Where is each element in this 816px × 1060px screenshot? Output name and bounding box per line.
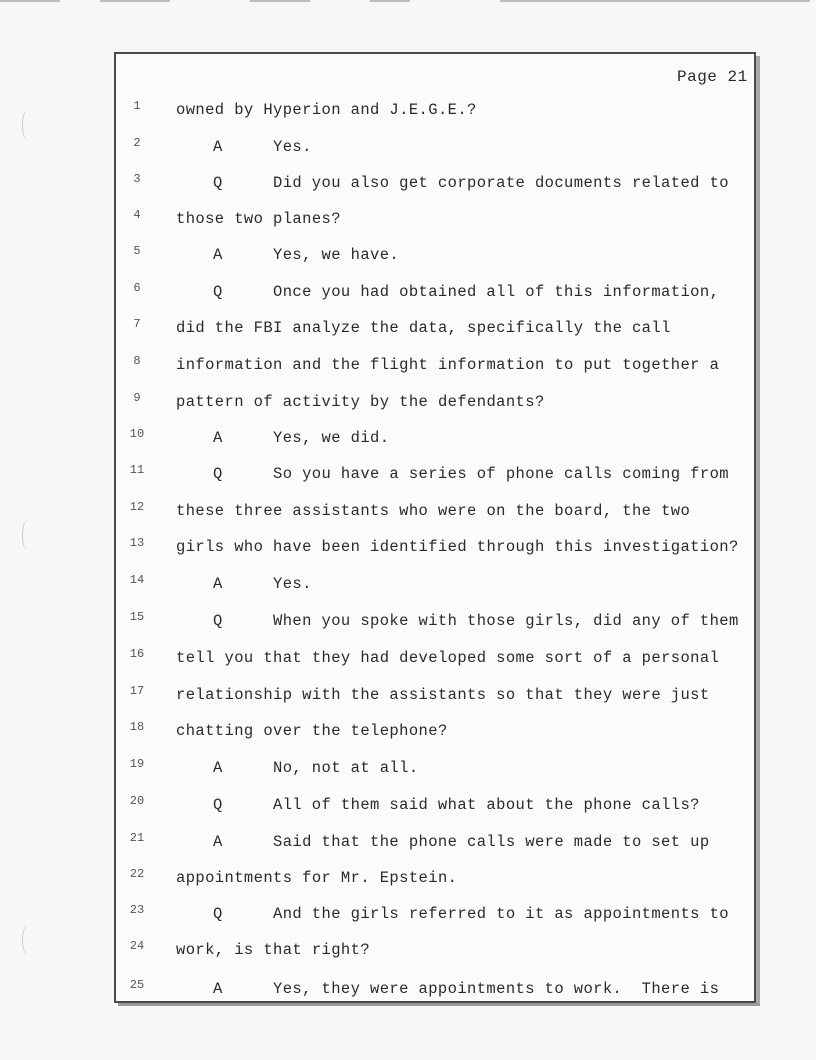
line-text: And the girls referred to it as appointments to: [273, 905, 729, 923]
line-text: All of them said what about the phone calls?: [273, 796, 700, 814]
line-number: 14: [129, 573, 145, 587]
line-number: 2: [133, 136, 141, 150]
transcript-line: [0, 869, 816, 893]
line-text: Yes, we have.: [273, 246, 400, 264]
line-text: Did you also get corporate documents related to: [273, 174, 729, 192]
line-number: 12: [129, 500, 145, 514]
line-text: these three assistants who were on the board, the two: [176, 502, 691, 520]
line-number: 6: [133, 281, 141, 295]
speaker-label: A: [213, 246, 223, 264]
line-text: work, is that right?: [176, 941, 371, 959]
line-text: tell you that they had developed some sort of a personal: [176, 649, 720, 667]
line-number: 5: [133, 244, 141, 258]
line-text: relationship with the assistants so that they were just: [176, 686, 710, 704]
transcript-line: [0, 796, 816, 820]
line-number: 21: [129, 831, 145, 845]
speaker-label: Q: [213, 283, 223, 301]
transcript-line: [0, 210, 816, 234]
line-text: girls who have been identified through this investigation?: [176, 538, 739, 556]
line-number: 18: [129, 720, 145, 734]
speaker-label: A: [213, 980, 223, 998]
speaker-label: A: [213, 833, 223, 851]
speaker-label: A: [213, 759, 223, 777]
line-text: Yes, we did.: [273, 429, 390, 447]
speaker-label: Q: [213, 796, 223, 814]
transcript-line: [0, 465, 816, 489]
transcript-line: [0, 356, 816, 380]
transcript-line: [0, 319, 816, 343]
scan-edge: [0, 0, 816, 3]
line-number: 15: [129, 610, 145, 624]
line-text: When you spoke with those girls, did any of them: [273, 612, 739, 630]
line-number: 20: [129, 794, 145, 808]
page-number: Page 21: [677, 68, 748, 86]
line-text: Yes.: [273, 138, 312, 156]
transcript-line: [0, 393, 816, 417]
line-number: 8: [133, 354, 141, 368]
frame-shadow: [756, 56, 760, 1006]
transcript-line: [0, 174, 816, 198]
speaker-label: A: [213, 429, 223, 447]
speaker-label: Q: [213, 612, 223, 630]
speaker-label: A: [213, 575, 223, 593]
transcript-line: [0, 980, 816, 1004]
line-text: owned by Hyperion and J.E.G.E.?: [176, 101, 477, 119]
transcript-line: [0, 429, 816, 453]
transcript-line: [0, 138, 816, 162]
line-number: 1: [133, 99, 141, 113]
transcript-line: [0, 722, 816, 746]
transcript-line: [0, 575, 816, 599]
line-number: 10: [129, 427, 145, 441]
line-text: chatting over the telephone?: [176, 722, 448, 740]
line-number: 3: [133, 172, 141, 186]
transcript-line: [0, 246, 816, 270]
speaker-label: A: [213, 138, 223, 156]
line-text: information and the flight information to put together a: [176, 356, 720, 374]
line-text: Said that the phone calls were made to set up: [273, 833, 710, 851]
line-number: 24: [129, 939, 145, 953]
line-text: those two planes?: [176, 210, 341, 228]
transcript-line: [0, 101, 816, 125]
transcript-line: [0, 686, 816, 710]
transcript-line: [0, 283, 816, 307]
line-text: Yes, they were appointments to work. There is: [273, 980, 720, 998]
transcript-line: [0, 759, 816, 783]
line-number: 11: [129, 463, 145, 477]
line-text: appointments for Mr. Epstein.: [176, 869, 458, 887]
line-text: Once you had obtained all of this information,: [273, 283, 720, 301]
transcript-line: [0, 538, 816, 562]
line-number: 22: [129, 867, 145, 881]
line-number: 25: [129, 978, 145, 992]
speaker-label: Q: [213, 465, 223, 483]
line-number: 4: [133, 208, 141, 222]
line-text: Yes.: [273, 575, 312, 593]
line-number: 16: [129, 647, 145, 661]
transcript-line: [0, 941, 816, 965]
transcript-line: [0, 649, 816, 673]
line-number: 13: [129, 536, 145, 550]
speaker-label: Q: [213, 174, 223, 192]
line-number: 19: [129, 757, 145, 771]
line-number: 7: [133, 317, 141, 331]
transcript-line: [0, 612, 816, 636]
transcript-line: [0, 905, 816, 929]
transcript-line: [0, 833, 816, 857]
line-text: So you have a series of phone calls coming from: [273, 465, 729, 483]
line-text: No, not at all.: [273, 759, 419, 777]
line-number: 23: [129, 903, 145, 917]
line-text: did the FBI analyze the data, specifically the call: [176, 319, 671, 337]
transcript-line: [0, 502, 816, 526]
line-number: 9: [133, 391, 141, 405]
speaker-label: Q: [213, 905, 223, 923]
line-number: 17: [129, 684, 145, 698]
line-text: pattern of activity by the defendants?: [176, 393, 545, 411]
